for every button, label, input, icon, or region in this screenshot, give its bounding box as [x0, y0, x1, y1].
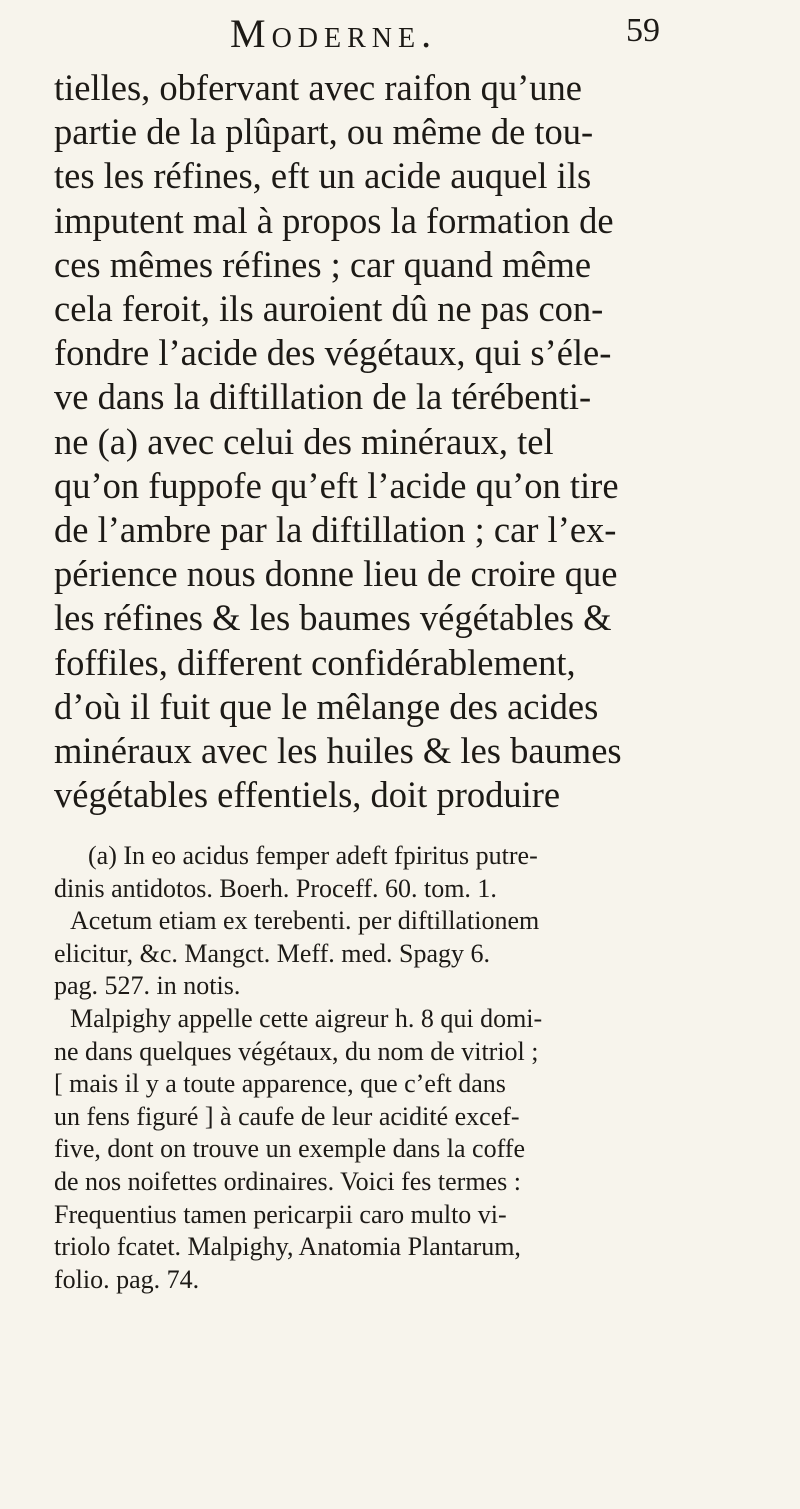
text-line: ve dans la diftillation de la térébenti- — [54, 376, 592, 418]
running-title: Moderne. — [230, 11, 438, 56]
text-line: les réfines & les baumes végétables & — [54, 597, 612, 639]
text-line: fondre l’acide des végétaux, qui s’éle- — [54, 332, 612, 374]
footnotes — [54, 840, 774, 1296]
footnote-line: folio. pag. 74. — [54, 1264, 200, 1294]
text-line: partie de la plûpart, ou même de tou- — [54, 111, 594, 153]
text-line: végétables effentiels, doit produire — [54, 774, 561, 816]
text-line: imputent mal à propos la formation de — [54, 199, 614, 241]
page-header — [230, 10, 660, 56]
footnote-line: triolo fcatet. Malpighy, Anatomia Plantarum, — [54, 1232, 521, 1262]
footnote-line: [ mais il y a toute apparence, que c’eft dans — [54, 1069, 506, 1099]
footnote-line: (a) In eo acidus femper adeft fpiritus putre- — [88, 841, 538, 870]
footnote-line: Acetum etiam ex terebenti. per diftillationem — [70, 906, 540, 936]
footnote-line: de nos noifettes ordinaires. Voici fes termes : — [54, 1166, 521, 1196]
page-number: 59 — [626, 12, 660, 49]
text-line: périence nous donne lieu de croire que — [54, 553, 618, 595]
text-line: tielles, obfervant avec raifon qu’une — [54, 67, 583, 108]
text-line: d’où il fuit que le mêlange des acides — [54, 685, 599, 727]
footnote-line: elicitur, &c. Mangct. Meff. med. Spagy 6. — [54, 938, 491, 968]
text-line: qu’on fuppofe qu’eft l’acide qu’on tire — [54, 464, 619, 506]
text-line: tes les réfines, eft un acide auquel ils — [54, 155, 592, 197]
footnote-line: pag. 527. in notis. — [54, 971, 241, 1001]
text-line: cela feroit, ils auroient dû ne pas con- — [54, 288, 604, 330]
footnote-line: five, dont on trouve un exemple dans la coffe — [54, 1134, 525, 1164]
text-line: ne (a) avec celui des minéraux, tel — [54, 420, 554, 462]
main-text — [54, 66, 774, 817]
text-line: foffiles, different confidérablement, — [54, 641, 576, 683]
text-line: de l’ambre par la diftillation ; car l’ex- — [54, 509, 617, 551]
footnote-line: dinis antidotos. Boerh. Proceff. 60. tom. 1. — [54, 873, 497, 903]
footnote-a — [54, 840, 774, 1003]
footnote-line: un fens figuré ] à caufe de leur acidité excef- — [54, 1101, 520, 1131]
footnote-line: Malpighy appelle cette aigreur h. 8 qui domi- — [70, 1003, 543, 1033]
footnote-malpighi — [54, 1003, 774, 1296]
footnote-line: Frequentius tamen pericarpii caro multo vi- — [54, 1199, 507, 1229]
text-line: minéraux avec les huiles & les baumes — [54, 730, 622, 772]
text-line: ces mêmes réfines ; car quand même — [54, 243, 592, 285]
footnote-line: ne dans quelques végétaux, du nom de vitriol ; — [54, 1036, 539, 1066]
